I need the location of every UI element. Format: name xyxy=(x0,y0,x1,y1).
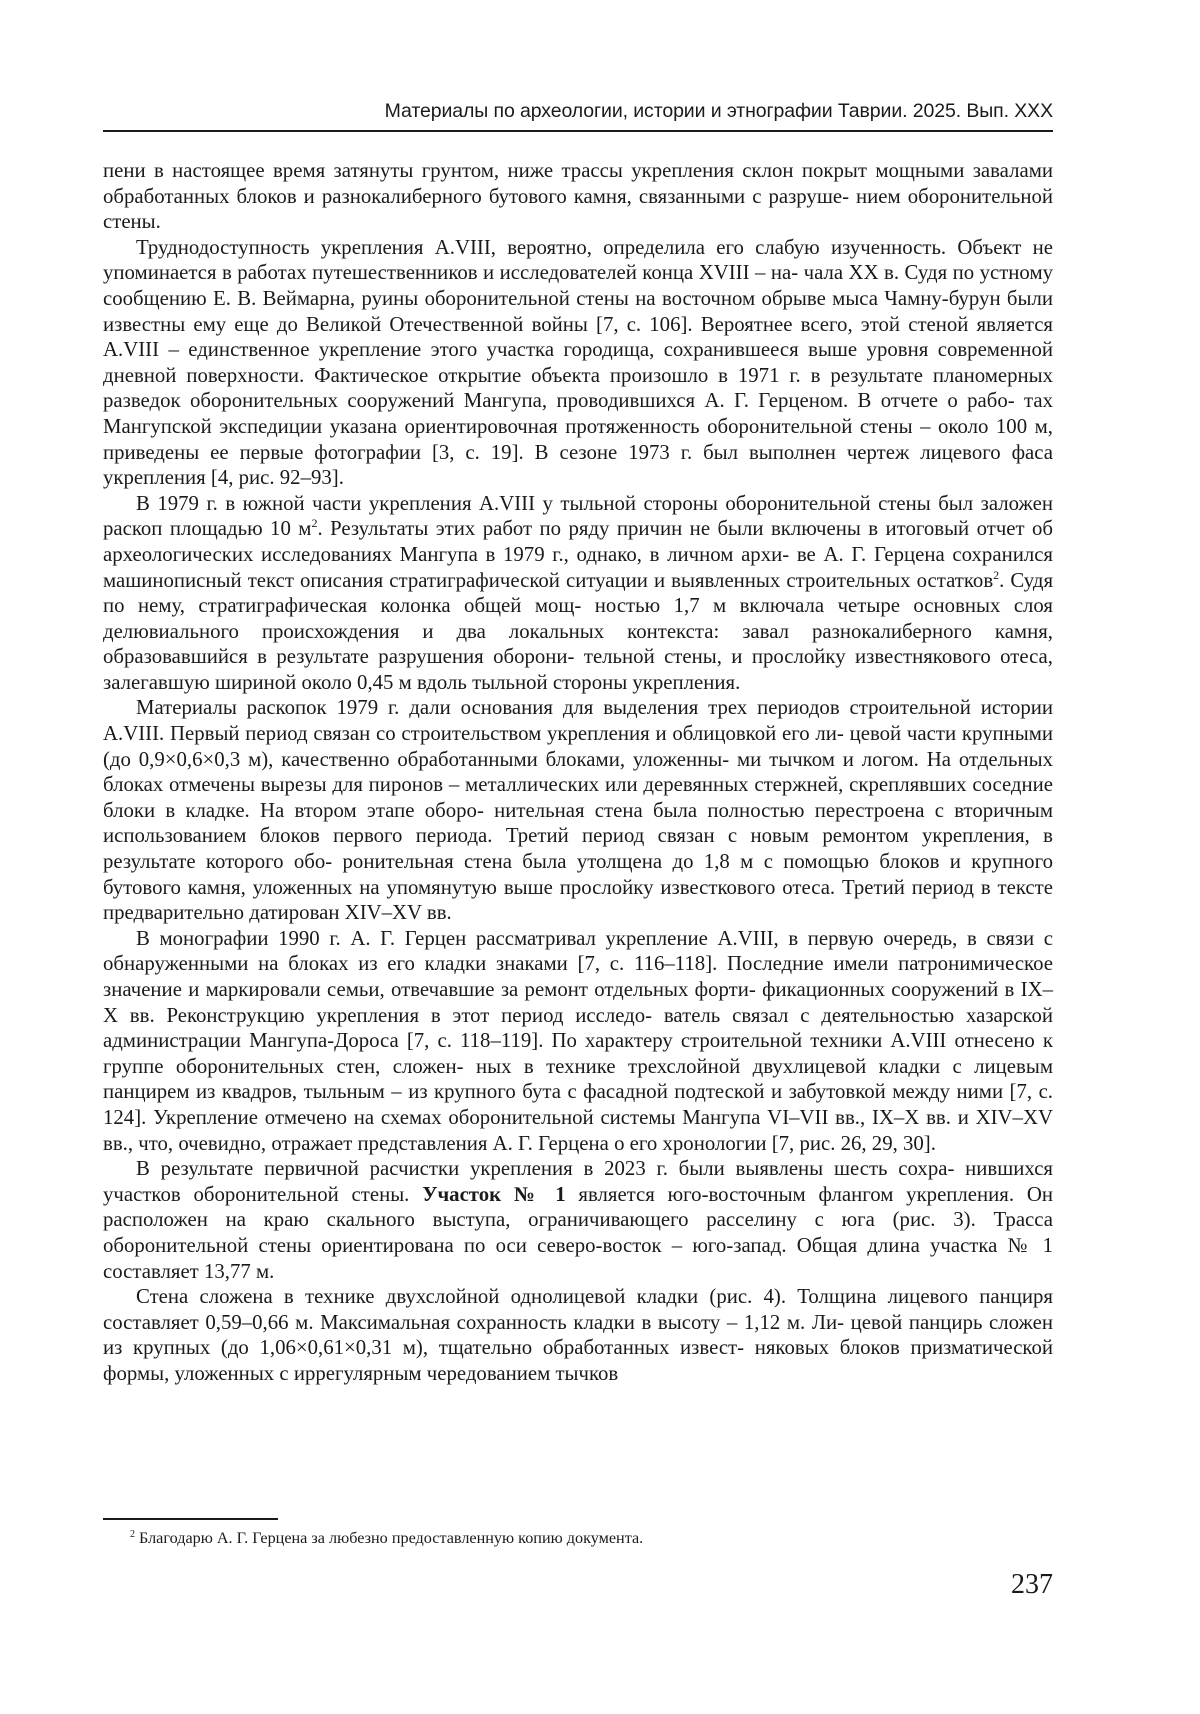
footnote xyxy=(130,1527,1030,1549)
text-line: оборонительных сооружений Мангупа, проводившихся А. Г. Герценом. В отчете о рабо- xyxy=(189,389,1024,413)
text-line: нительная стена была полностью перестроена с вторичным использованием блоков первого xyxy=(103,798,1053,848)
text-line: нием оборонительной стены. xyxy=(103,184,1054,234)
text-line: панциря составляет 0,59–0,66 м. Максимальная сохранность кладки в высоту – 1,12 м. Ли- xyxy=(103,1285,1053,1334)
text-line: цевой панцирь сложен из крупных (до 1,06×0,61×0,31 м), тщательно обработанных извест- xyxy=(103,1310,1053,1360)
paragraph-7 xyxy=(103,1284,1053,1386)
text-line: периода. Третий период связан с новым ремонтом укрепления, в результате которого обо- xyxy=(103,824,1054,874)
text-line: Материалы раскопок 1979 г. дали основания для выделения трех периодов строительной xyxy=(136,696,981,720)
text-line: ве А. Г. Герцена сохранился машинописный текст описания стратиграфической ситуации и xyxy=(103,542,1053,592)
paragraph-2 xyxy=(103,235,1053,491)
text-line: Фактическое открытие объекта произошло в 1971 г. в результате планомерных разведок xyxy=(103,363,1054,413)
text-line: Общая длина участка № 1 составляет 13,77 м. xyxy=(103,1233,1054,1283)
article-body xyxy=(103,158,1053,1387)
footnote-text: Благодарю А. Г. Герцена за любезно предоставленную копию документа. xyxy=(139,1529,644,1547)
text-line: этого участка городища, сохранившееся выше уровня современной дневной поверхности. xyxy=(103,338,1053,387)
text-line: отмечено на схемах оборонительной системы Мангупа VI–VII вв., IX–X вв. и XIV–XV вв., xyxy=(103,1105,1053,1155)
text-line: фикационных сооружений в IX–X вв. Реконструкцию укрепления в этот период исследо- xyxy=(103,978,1053,1027)
text-line: нившихся участков оборонительной стены. Участок № 1 является юго-восточным флангом xyxy=(103,1157,1053,1206)
text-line: связи с обнаруженными на блоках из его кладки знаками [7, с. 116–118]. Последние имели xyxy=(103,926,1053,976)
text-line: пени в настоящее время затянуты грунтом, ниже трассы укрепления склон покрыт мощными xyxy=(103,159,973,182)
paragraph-3 xyxy=(103,491,1053,696)
text-line: или деревянных стержней, скреплявших соседние блоки в кладке. На втором этапе оборо- xyxy=(103,773,1053,822)
text-line: Стена сложена в технике двухслойной однолицевой кладки (рис. 4). Толщина лицевого xyxy=(136,1285,980,1309)
text-line: В монографии 1990 г. А. Г. Герцен рассматривал укрепление A.VIII, в первую очередь, в xyxy=(136,926,987,950)
text-line: ностью 1,7 м включала четыре основных слоя делювиального происхождения и два локальных xyxy=(103,594,1053,643)
text-line: По характеру строительной техники A.VIII отнесено к группе оборонительных стен, сложен- xyxy=(103,1029,1054,1078)
text-line: ватель связал с деятельностью хазарской администрации Мангупа-Дороса [7, с. 118–119]. xyxy=(103,1003,1053,1053)
paragraph-4 xyxy=(103,695,1053,925)
text-line: чала XX в. Судя по устному сообщению Е. В. Веймарна, руины оборонительной стены на xyxy=(103,261,1053,310)
text-line: В 1979 г. в южной части укрепления A.VIII у тыльной стороны оборонительной стены был xyxy=(136,491,981,515)
text-line: заложен раскоп площадью 10 $м^2$. Результаты этих работ по ряду причин не были включены в xyxy=(103,491,1053,541)
paragraph-6 xyxy=(103,1156,1053,1284)
text-line: Объект не упоминается в работах путешественников и исследователей конца XVIII – на- xyxy=(103,235,1053,285)
page-number: 237 xyxy=(1011,1569,1053,1600)
footnote-marker: 2 xyxy=(130,1529,135,1540)
text-line: (рис. 3). Трасса оборонительной стены ориентирована по оси северо-восток – юго-запад. xyxy=(103,1208,1053,1257)
text-line: тах Мангупской экспедиции указана ориентировочная протяженность оборонительной xyxy=(103,389,1053,438)
text-line: завалами обработанных блоков и разнокалиберного бутового камня, связанными с разруше- xyxy=(103,159,1053,208)
text-line: что, очевидно, отражает представления А. Г. Герцена о его хронологии [7, рис. 26, 29, 30]. xyxy=(138,1131,936,1155)
text-line: тельной стены, и прослойку известнякового отеса, залегавшую шириной около 0,45 м вдоль xyxy=(103,645,1053,694)
paragraph-5 xyxy=(103,926,1053,1156)
text-line: ми тычком и логом. На отдельных блоках отмечены вырезы для пиронов – металлических xyxy=(103,747,1053,797)
header-rule xyxy=(103,130,1053,132)
text-line: цевой части крупными (до 0,9×0,6×0,3 м), качественно обработанными блоками, уложенны- xyxy=(103,722,1053,771)
text-line: выполнен чертеж лицевого фаса укрепления [4, рис. 92–93]. xyxy=(103,440,1053,490)
text-line: итоговый отчет об археологических исследованиях Мангупа в 1979 г., однако, в личном архи- xyxy=(103,517,1054,566)
text-line: укрепления. Он расположен на краю скального выступа, ограничивающего расселину с юга xyxy=(103,1182,1054,1232)
text-line: ных в технике трехслойной двухлицевой кладки с лицевым панцирем из квадров, тыльным – xyxy=(103,1054,1053,1104)
text-line: уложенных на упомянутую выше прослойку известкового отеса. Третий период в тексте xyxy=(252,875,1053,899)
footnote-rule xyxy=(103,1518,278,1520)
text-line: патронимическое значение и маркировали семьи, отвечавшие за ремонт отдельных форти- xyxy=(103,952,1053,1001)
text-line: предварительно датирован XIV–XV вв. xyxy=(103,901,452,925)
running-header: Материалы по археологии, истории и этнографии Таврии. 2025. Вып. XXX xyxy=(384,100,1053,122)
text-line: войны [7, с. 106]. Вероятнее всего, этой стеной является A.VIII – единственное укрепление xyxy=(103,312,1053,362)
text-line: стены – около 100 м, приведены ее первые фотографии [3, с. 19]. В сезоне 1973 г. был xyxy=(103,414,1053,464)
text-line: истории A.VIII. Первый период связан со строительством укрепления и облицовкой его ли- xyxy=(103,696,1053,746)
text-line: восточном обрыве мыса Чамну-бурун были известны ему еще до Великой Отечественной xyxy=(103,286,1053,336)
text-line: выявленных строительных остатков$^2$. Судя по нему, стратиграфическая колонка общей мощ- xyxy=(103,567,1054,618)
text-line: контекста: завал разнокалиберного камня, образовавшийся в результате разрушения оборони- xyxy=(103,619,1053,669)
paragraph-1 xyxy=(103,158,1053,235)
text-line: Труднодоступность укрепления A.VIII, вероятно, определила его слабую изученность. xyxy=(136,235,958,259)
text-line: тыльной стороны укрепления. xyxy=(472,670,741,694)
text-line: няковых блоков призматической формы, уложенных с иррегулярным чередованием тычков xyxy=(103,1336,1054,1385)
text-line: из крупного бута с фасадной подтеской и забутовкой между ними [7, с. 124]. Укрепление xyxy=(103,1080,1053,1129)
text-line: В результате первичной расчистки укрепления в 2023 г. были выявлены шесть сохра- xyxy=(136,1157,966,1181)
text-line: ронительная стена была утолщена до 1,8 м с помощью блоков и крупного бутового камня, xyxy=(103,850,1053,899)
